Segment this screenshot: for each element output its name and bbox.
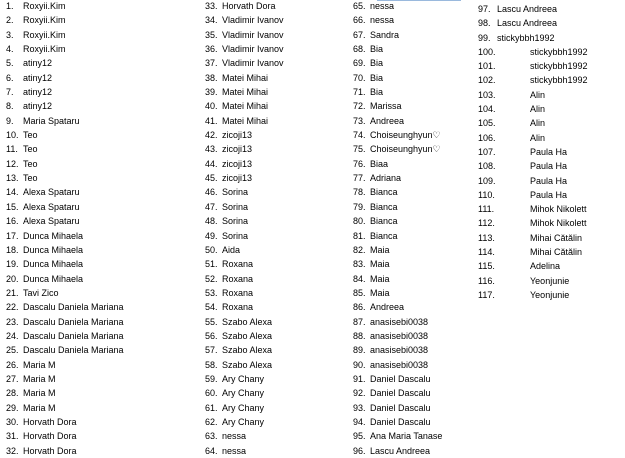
list-item-name: stickybbh1992 bbox=[497, 32, 555, 43]
list-item-name: Aida bbox=[222, 244, 241, 255]
list-item-name: Alexa Spataru bbox=[23, 201, 80, 212]
list-item-name: Sorina bbox=[222, 216, 249, 227]
list-item-number: 50. bbox=[205, 244, 218, 255]
list-item-name: Alexa Spataru bbox=[23, 187, 80, 198]
list-item-number: 93. bbox=[353, 402, 366, 413]
list-item-number: 67. bbox=[353, 29, 366, 40]
list-item-name: stickybbh1992 bbox=[530, 46, 588, 57]
list-item-number: 1. bbox=[6, 1, 14, 11]
list-item-name: Sorina bbox=[222, 187, 249, 198]
list-item-number: 103. bbox=[478, 89, 496, 100]
list-item-number: 110. bbox=[478, 189, 495, 200]
list-item-name: nessa bbox=[222, 431, 247, 442]
list-item-number: 4. bbox=[6, 44, 14, 55]
list-item-number: 23. bbox=[6, 316, 19, 327]
list-item-name: Paula Ha bbox=[530, 175, 568, 186]
list-item-name: Bia bbox=[370, 87, 384, 98]
list-item-number: 77. bbox=[353, 173, 366, 184]
list-item-name: Paula Ha bbox=[530, 161, 568, 172]
list-item-name: Lascu Andreea bbox=[370, 445, 431, 456]
list-item-number: 65. bbox=[353, 1, 366, 11]
list-item-number: 51. bbox=[205, 259, 218, 270]
list-item-name: Adelina bbox=[530, 261, 561, 272]
list-item-name: Matei Mihai bbox=[222, 87, 269, 98]
list-item-number: 62. bbox=[205, 416, 218, 427]
list-item-number: 72. bbox=[353, 101, 366, 112]
list-item-name: Ary Chany bbox=[222, 416, 265, 427]
list-item-number: 109. bbox=[478, 175, 496, 186]
list-item-name: Yeonjunie bbox=[530, 275, 570, 286]
list-item-number: 27. bbox=[6, 373, 19, 384]
list-item-number: 48. bbox=[205, 216, 218, 227]
list-item-name: Roxana bbox=[222, 259, 254, 270]
list-item-name: Bia bbox=[370, 72, 384, 83]
list-item-number: 87. bbox=[353, 316, 366, 327]
list-item-number: 75. bbox=[353, 144, 366, 155]
list-item-name: Teo bbox=[23, 173, 38, 184]
list-item-number: 5. bbox=[6, 58, 14, 69]
list-item-name: Roxana bbox=[222, 302, 254, 313]
list-item-number: 39. bbox=[205, 87, 218, 98]
list-item-number: 88. bbox=[353, 330, 366, 341]
list-item-number: 24. bbox=[6, 330, 19, 341]
list-item-name: Maia bbox=[370, 273, 390, 284]
list-item-name: Daniel Dascalu bbox=[370, 373, 431, 384]
list-item-name: nessa bbox=[222, 445, 247, 456]
list-item-name: Alexa Spataru bbox=[23, 216, 80, 227]
list-item-number: 113. bbox=[478, 232, 495, 243]
list-item-number: 47. bbox=[205, 201, 218, 212]
list-item-name: stickybbh1992 bbox=[530, 61, 588, 72]
list-item-number: 44. bbox=[205, 158, 218, 169]
list-item-number: 40. bbox=[205, 101, 218, 112]
list-item-name: zicoji13 bbox=[222, 130, 253, 141]
list-item-number: 81. bbox=[353, 230, 366, 241]
list-item-number: 13. bbox=[6, 173, 19, 184]
list-item-name: Bia bbox=[370, 44, 384, 55]
list-item-name: Lascu Andreea bbox=[497, 18, 558, 29]
list-item-number: 117. bbox=[478, 289, 495, 300]
list-item-number: 14. bbox=[6, 187, 19, 198]
list-item-name: Vladimir Ivanov bbox=[222, 44, 284, 55]
list-item-name: Andreea bbox=[370, 302, 405, 313]
list-item-number: 94. bbox=[353, 416, 366, 427]
list-item-number: 6. bbox=[6, 72, 14, 83]
list-item-number: 54. bbox=[205, 302, 218, 313]
list-item-number: 56. bbox=[205, 330, 218, 341]
list-item-name: Daniel Dascalu bbox=[370, 402, 431, 413]
list-item-name: Ary Chany bbox=[222, 373, 265, 384]
list-item-name: Maria Spataru bbox=[23, 115, 80, 126]
list-item-name: Roxana bbox=[222, 273, 254, 284]
list-item-number: 61. bbox=[205, 402, 218, 413]
list-item-number: 95. bbox=[353, 431, 366, 442]
list-item-name: anasisebi0038 bbox=[370, 359, 429, 370]
list-item-number: 3. bbox=[6, 29, 14, 40]
list-item-name: Maria M bbox=[23, 359, 56, 370]
list-item-name: Sorina bbox=[222, 201, 249, 212]
list-item-name: anasisebi0038 bbox=[370, 345, 429, 356]
list-item-number: 41. bbox=[205, 115, 218, 126]
list-item-name: Ary Chany bbox=[222, 402, 265, 413]
list-item-number: 45. bbox=[205, 173, 218, 184]
list-item-number: 82. bbox=[353, 244, 366, 255]
list-item-number: 36. bbox=[205, 44, 218, 55]
list-item-number: 58. bbox=[205, 359, 218, 370]
list-item-number: 57. bbox=[205, 345, 218, 356]
list-item-name: Mihok Nikolett bbox=[530, 204, 587, 215]
list-item-name: Horvath Dora bbox=[23, 445, 77, 456]
list-item-number: 116. bbox=[478, 275, 495, 286]
list-item-number: 15. bbox=[6, 201, 19, 212]
list-item-name: Marissa bbox=[370, 101, 402, 112]
list-item-number: 46. bbox=[205, 187, 218, 198]
list-item-number: 12. bbox=[6, 158, 19, 169]
list-item-name: Mihok Nikolett bbox=[530, 218, 587, 229]
list-item-name: Daniel Dascalu bbox=[370, 388, 431, 399]
list-item-number: 10. bbox=[6, 130, 19, 141]
list-item-number: 20. bbox=[6, 273, 19, 284]
list-item-number: 18. bbox=[6, 244, 19, 255]
list-item-name: Biaa bbox=[370, 158, 389, 169]
list-item-number: 80. bbox=[353, 216, 366, 227]
list-item-number: 91. bbox=[353, 373, 366, 384]
list-item-name: Alin bbox=[530, 132, 546, 143]
list-item-number: 73. bbox=[353, 115, 366, 126]
list-item-name: Dunca Mihaela bbox=[23, 273, 84, 284]
list-item-number: 59. bbox=[205, 373, 218, 384]
list-item-name: Teo bbox=[23, 144, 38, 155]
list-item-name: zicoji13 bbox=[222, 158, 253, 169]
list-item-name: Dascalu Daniela Mariana bbox=[23, 345, 124, 356]
list-item-number: 43. bbox=[205, 144, 218, 155]
list-item-number: 34. bbox=[205, 15, 218, 26]
list-item-name: Paula Ha bbox=[530, 189, 568, 200]
list-item-number: 79. bbox=[353, 201, 366, 212]
list-item-name: zicoji13 bbox=[222, 173, 253, 184]
list-item-number: 28. bbox=[6, 388, 19, 399]
list-item-name: Adriana bbox=[370, 173, 402, 184]
list-item-number: 42. bbox=[205, 130, 218, 141]
list-item-number: 55. bbox=[205, 316, 218, 327]
list-item-number: 2. bbox=[6, 15, 14, 26]
list-item-name: Teo bbox=[23, 130, 38, 141]
list-item-number: 38. bbox=[205, 72, 218, 83]
list-item-name: anasisebi0038 bbox=[370, 330, 429, 341]
list-item-number: 29. bbox=[6, 402, 19, 413]
list-item-name: Ary Chany bbox=[222, 388, 265, 399]
list-item-name: Mihai Cătălin bbox=[530, 232, 583, 243]
list-item-name: Maria M bbox=[23, 402, 56, 413]
list-item-name: Roxyii.Kim bbox=[23, 29, 66, 40]
list-item-number: 89. bbox=[353, 345, 366, 356]
list-item-number: 111. bbox=[478, 204, 495, 215]
list-item-number: 64. bbox=[205, 445, 218, 456]
list-item-number: 25. bbox=[6, 345, 19, 356]
list-item-name: Horvath Dora bbox=[23, 416, 77, 427]
list-item-name: Maia bbox=[370, 287, 390, 298]
list-item-name: Bianca bbox=[370, 216, 398, 227]
list-item-name: Vladimir Ivanov bbox=[222, 15, 284, 26]
list-item-number: 101. bbox=[478, 61, 496, 72]
list-item-number: 17. bbox=[6, 230, 19, 241]
list-item-number: 8. bbox=[6, 101, 14, 112]
list-item-number: 71. bbox=[353, 87, 366, 98]
list-item-number: 16. bbox=[6, 216, 19, 227]
list-item-name: Daniel Dascalu bbox=[370, 416, 431, 427]
list-item-number: 49. bbox=[205, 230, 218, 241]
list-item-name: Paula Ha bbox=[530, 146, 568, 157]
list-item-number: 102. bbox=[478, 75, 496, 86]
list-item-number: 53. bbox=[205, 287, 218, 298]
list-item-number: 31. bbox=[6, 431, 19, 442]
list-item-name: Dascalu Daniela Mariana bbox=[23, 302, 124, 313]
list-item-name: Ana Maria Tanase bbox=[370, 431, 443, 442]
list-item-name: Szabo Alexa bbox=[222, 330, 273, 341]
list-item-name: Tavi Zico bbox=[23, 287, 59, 298]
list-item-name: Sandra bbox=[370, 29, 400, 40]
list-item-number: 100. bbox=[478, 46, 496, 57]
list-item-name: anasisebi0038 bbox=[370, 316, 429, 327]
list-item-name: Horvath Dora bbox=[222, 1, 276, 11]
list-item-name: Mihai Cătălin bbox=[530, 247, 583, 258]
list-item-name: Yeonjunie bbox=[530, 289, 570, 300]
list-item-number: 115. bbox=[478, 261, 495, 272]
list-item-number: 32. bbox=[6, 445, 19, 456]
list-item-number: 52. bbox=[205, 273, 218, 284]
list-item-name: Vladimir Ivanov bbox=[222, 58, 284, 69]
list-item-name: Szabo Alexa bbox=[222, 359, 273, 370]
list-item-name: Choiseunghyun♡ bbox=[370, 130, 441, 141]
list-item-name: Teo bbox=[23, 158, 38, 169]
list-item-number: 35. bbox=[205, 29, 218, 40]
list-item-number: 84. bbox=[353, 273, 366, 284]
list-item-name: stickybbh1992 bbox=[530, 75, 588, 86]
list-item-number: 9. bbox=[6, 115, 14, 126]
list-item-name: Andreea bbox=[370, 115, 405, 126]
list-item-name: Alin bbox=[530, 118, 546, 129]
list-item-number: 68. bbox=[353, 44, 366, 55]
list-item-number: 22. bbox=[6, 302, 19, 313]
list-item-name: Roxyii.Kim bbox=[23, 15, 66, 26]
list-item-name: zicoji13 bbox=[222, 144, 253, 155]
list-item-number: 37. bbox=[205, 58, 218, 69]
list-item-number: 92. bbox=[353, 388, 366, 399]
list-item-name: Roxana bbox=[222, 287, 254, 298]
list-item-name: Alin bbox=[530, 104, 546, 115]
list-item-name: Szabo Alexa bbox=[222, 345, 273, 356]
list-item-number: 33. bbox=[205, 1, 218, 11]
list-item-number: 108. bbox=[478, 161, 496, 172]
list-item-name: Maia bbox=[370, 244, 390, 255]
list-item-number: 105. bbox=[478, 118, 496, 129]
list-item-name: Bia bbox=[370, 58, 384, 69]
list-item-name: Matei Mihai bbox=[222, 72, 269, 83]
list-item-name: Maria M bbox=[23, 373, 56, 384]
list-item-number: 83. bbox=[353, 259, 366, 270]
list-item-name: Dascalu Daniela Mariana bbox=[23, 330, 124, 341]
list-item-number: 78. bbox=[353, 187, 366, 198]
list-item-number: 60. bbox=[205, 388, 218, 399]
list-item-number: 104. bbox=[478, 104, 496, 115]
list-item-name: Dunca Mihaela bbox=[23, 259, 84, 270]
list-item-number: 21. bbox=[6, 287, 19, 298]
list-item-number: 11. bbox=[6, 144, 18, 155]
list-item-name: nessa bbox=[370, 1, 395, 11]
list-item-name: Maria M bbox=[23, 388, 56, 399]
list-item-name: atiny12 bbox=[23, 58, 53, 69]
list-item-name: Szabo Alexa bbox=[222, 316, 273, 327]
list-item-name: Roxyii.Kim bbox=[23, 44, 66, 55]
list-item-name: Bianca bbox=[370, 201, 398, 212]
list-item-name: Dunca Mihaela bbox=[23, 230, 84, 241]
list-item-name: Lascu Andreea bbox=[497, 4, 558, 14]
list-item-number: 30. bbox=[6, 416, 19, 427]
list-item-number: 107. bbox=[478, 146, 496, 157]
list-item-number: 19. bbox=[6, 259, 19, 270]
list-item-name: Bianca bbox=[370, 187, 398, 198]
list-item-name: atiny12 bbox=[23, 87, 53, 98]
list-item-number: 76. bbox=[353, 158, 366, 169]
list-item-number: 85. bbox=[353, 287, 366, 298]
list-item-name: atiny12 bbox=[23, 101, 53, 112]
list-item-name: Roxyii.Kim bbox=[23, 1, 66, 11]
list-item-number: 112. bbox=[478, 218, 495, 229]
list-item-number: 114. bbox=[478, 247, 495, 258]
list-item-number: 97. bbox=[478, 4, 491, 14]
list-item-name: Alin bbox=[530, 89, 546, 100]
list-item-name: nessa bbox=[370, 15, 395, 26]
list-item-number: 63. bbox=[205, 431, 218, 442]
list-item-number: 26. bbox=[6, 359, 19, 370]
list-item-name: Sorina bbox=[222, 230, 249, 241]
list-item-name: atiny12 bbox=[23, 72, 53, 83]
list-item-number: 106. bbox=[478, 132, 496, 143]
list-item-name: Horvath Dora bbox=[23, 431, 77, 442]
list-item-name: Dascalu Daniela Mariana bbox=[23, 316, 124, 327]
list-item-number: 66. bbox=[353, 15, 366, 26]
list-item-name: Choiseunghyun♡ bbox=[370, 144, 441, 155]
list-item-number: 69. bbox=[353, 58, 366, 69]
list-item-name: Matei Mihai bbox=[222, 101, 269, 112]
list-item-number: 86. bbox=[353, 302, 366, 313]
list-item-name: Bianca bbox=[370, 230, 398, 241]
list-item-name: Dunca Mihaela bbox=[23, 244, 84, 255]
list-item-number: 90. bbox=[353, 359, 366, 370]
list-item-number: 7. bbox=[6, 87, 14, 98]
list-item-number: 74. bbox=[353, 130, 366, 141]
list-item-name: Matei Mihai bbox=[222, 115, 269, 126]
list-item-number: 98. bbox=[478, 18, 491, 29]
list-item-name: Vladimir Ivanov bbox=[222, 29, 284, 40]
list-item-number: 96. bbox=[353, 445, 366, 456]
list-item-name: Maia bbox=[370, 259, 390, 270]
list-item-number: 70. bbox=[353, 72, 366, 83]
list-item-number: 99. bbox=[478, 32, 491, 43]
